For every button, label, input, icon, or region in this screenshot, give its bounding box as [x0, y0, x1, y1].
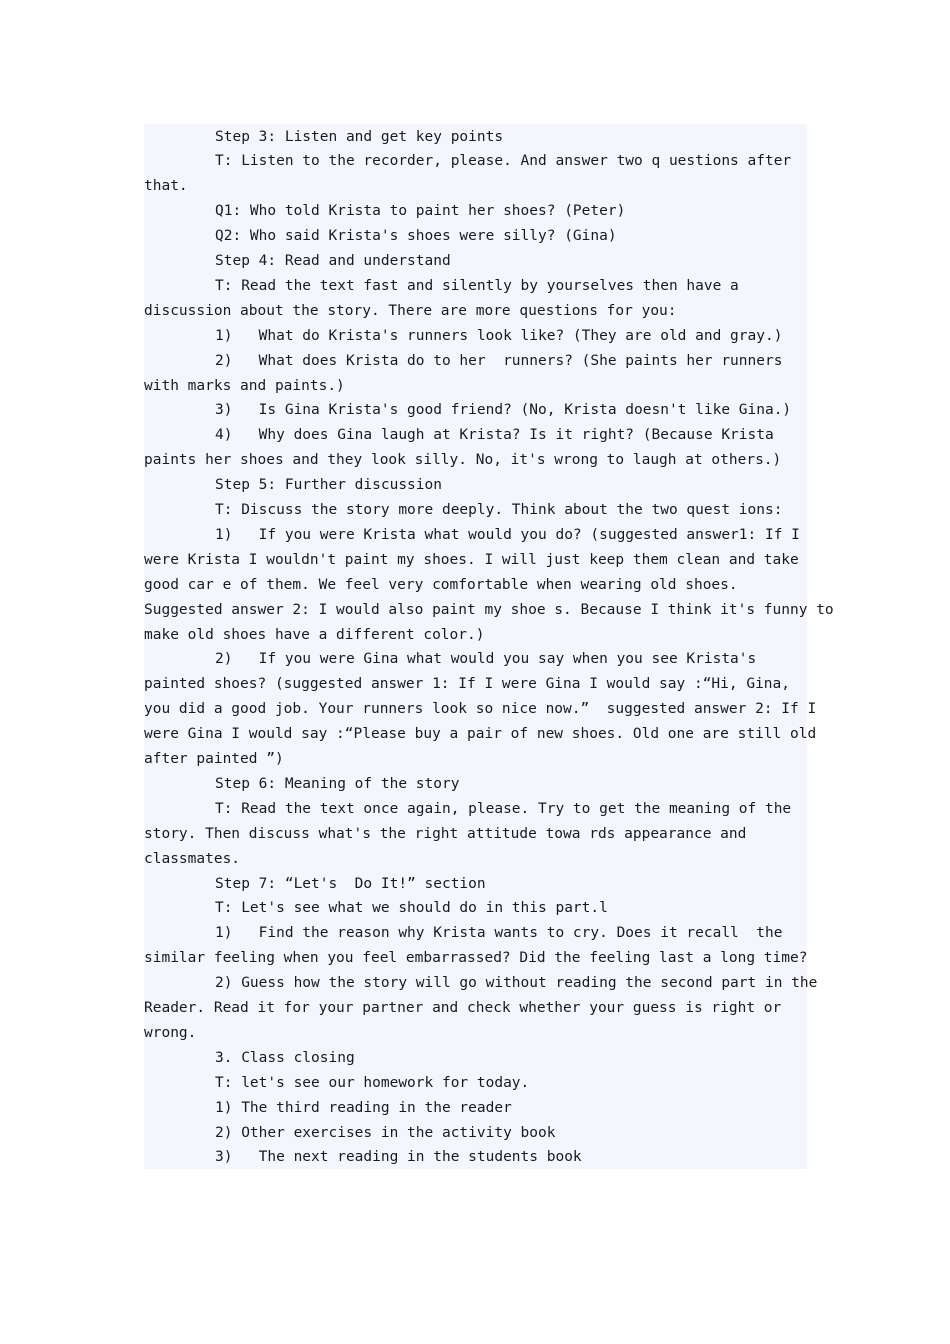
text-line: were Krista I wouldn't paint my shoes. I will just keep them clean and take: [144, 551, 799, 568]
text-line: 2) Guess how the story will go without reading the second part in the: [215, 975, 818, 992]
text-line: Reader. Read it for your partner and check whether your guess is right or: [144, 1000, 782, 1016]
text-line: T: let's see our homework for today.: [215, 1074, 530, 1091]
text-line: good car e of them. We feel very comfortable when wearing old shoes.: [144, 576, 738, 593]
text-line: discussion about the story. There are more questions for you:: [144, 302, 677, 319]
text-line: make old shoes have a different color.): [144, 626, 485, 643]
text-line: with marks and paints.): [144, 377, 345, 394]
text-line: 3) The next reading in the students book: [215, 1149, 582, 1166]
text-line: T: Discuss the story more deeply. Think about the two quest ions:: [215, 502, 783, 518]
text-line: Q2: Who said Krista's shoes were silly? (Gina): [215, 228, 617, 245]
text-line: 2) What does Krista do to her runners? (She paints her runners: [215, 352, 783, 369]
text-line: that.: [144, 178, 188, 195]
text-line: similar feeling when you feel embarrassed? Did the feeling last a long time?: [144, 950, 808, 967]
text-line: after painted ”): [144, 751, 284, 767]
text-line: classmates.: [144, 850, 241, 867]
text-line: paints her shoes and they look silly. No, it's wrong to laugh at others.): [144, 452, 782, 469]
text-line: T: Listen to the recorder, please. And answer two q uestions after: [215, 153, 792, 170]
text-line: 4) Why does Gina laugh at Krista? Is it right? (Because Krista: [215, 427, 774, 444]
text-line: Q1: Who told Krista to paint her shoes? (Peter): [215, 203, 626, 220]
text-line: 2) If you were Gina what would you say when you see Krista's: [215, 651, 757, 668]
text-line: were Gina I would say :“Please buy a pair of new shoes. Old one are still old: [144, 726, 817, 743]
text-line: T: Read the text fast and silently by yourselves then have a: [215, 277, 739, 294]
text-line: T: Let's see what we should do in this part.l: [215, 900, 608, 917]
text-line: 1) Find the reason why Krista wants to cry. Does it recall the: [215, 925, 783, 942]
text-line: 2) Other exercises in the activity book: [215, 1124, 556, 1141]
text-line: Step 4: Read and understand: [215, 253, 451, 269]
text-line: T: Read the text once again, please. Try to get the meaning of the: [215, 800, 792, 817]
lesson-plan-text: [144, 124, 834, 1169]
text-line: Suggested answer 2: I would also paint my shoe s. Because I think it's funny to: [144, 601, 834, 618]
text-line: 1) What do Krista's runners look like? (They are old and gray.): [215, 327, 783, 344]
text-line: painted shoes? (suggested answer 1: If I were Gina I would say :“Hi, Gina,: [144, 676, 791, 693]
text-line: Step 7: “Let's Do It!” section: [215, 875, 486, 892]
text-line: you did a good job. Your runners look so nice now.” suggested answer 2: If I: [144, 701, 817, 718]
text-line: 3. Class closing: [215, 1049, 355, 1066]
text-line: 3) Is Gina Krista's good friend? (No, Krista doesn't like Gina.): [215, 402, 792, 419]
text-line: Step 5: Further discussion: [215, 477, 442, 494]
text-line: wrong.: [144, 1024, 197, 1041]
text-line: Step 3: Listen and get key points: [215, 128, 504, 145]
text-line: story. Then discuss what's the right attitude towa rds appearance and: [144, 825, 747, 842]
text-line: 1) If you were Krista what would you do? (suggested answer1: If I: [215, 526, 800, 543]
text-line: 1) The third reading in the reader: [215, 1099, 512, 1116]
text-line: Step 6: Meaning of the story: [215, 775, 460, 792]
